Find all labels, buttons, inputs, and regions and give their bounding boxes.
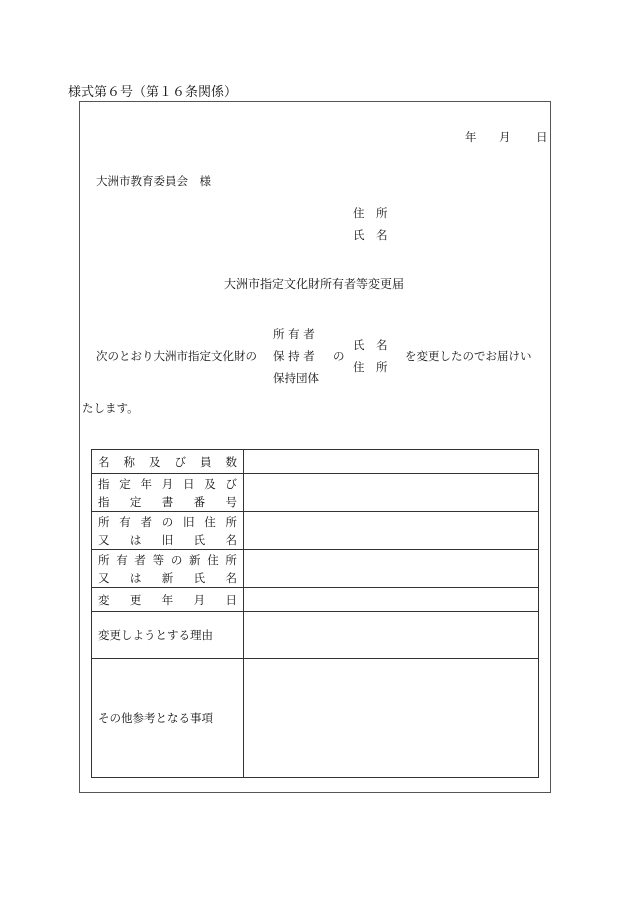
details-table	[91, 449, 539, 778]
label-line: 変更しようとする理由	[98, 628, 213, 642]
value-cell[interactable]	[244, 450, 539, 474]
value-cell[interactable]	[244, 474, 539, 512]
row-label	[92, 588, 244, 612]
label-line: その他参考となる事項	[98, 711, 213, 725]
form-number: 様式第６号（第１６条関係）	[68, 85, 238, 100]
row-label	[92, 550, 244, 588]
date-year-label: 年	[465, 130, 477, 144]
label-line: 指 定 年 月 日 及 び	[98, 476, 237, 491]
label-line: 名 称 及 び 員 数	[98, 454, 237, 469]
role-owner: 所 有 者	[273, 327, 315, 341]
body-continuation: たします。	[82, 401, 139, 415]
addressee: 大洲市教育委員会 様	[96, 174, 211, 188]
value-cell[interactable]	[244, 512, 539, 550]
table-row	[92, 588, 539, 612]
applicant-address-label: 住 所	[353, 206, 388, 220]
date-month-label: 月	[499, 130, 511, 144]
row-label	[92, 659, 244, 778]
label-line: 又 は 新 氏 名	[98, 570, 237, 585]
body-lead: 次のとおり大洲市指定文化財の	[96, 349, 257, 363]
table-row	[92, 612, 539, 659]
table-row	[92, 659, 539, 778]
table-row	[92, 512, 539, 550]
table-row	[92, 450, 539, 474]
value-cell[interactable]	[244, 588, 539, 612]
label-line: 所 有 者 等 の 新 住 所	[98, 552, 237, 567]
item-name: 氏 名	[353, 338, 388, 352]
value-cell[interactable]	[244, 659, 539, 778]
label-line: 又 は 旧 氏 名	[98, 532, 237, 547]
table-row	[92, 474, 539, 512]
date-day-label: 日	[536, 130, 548, 144]
body-particle: の	[333, 349, 345, 363]
row-label	[92, 474, 244, 512]
value-cell[interactable]	[244, 550, 539, 588]
row-label	[92, 612, 244, 659]
label-line: 変 更 年 月 日	[98, 592, 237, 607]
body-tail: を変更したのでお届けい	[405, 349, 532, 363]
role-holder: 保 持 者	[273, 349, 315, 363]
label-line: 指 定 書 番 号	[98, 494, 237, 509]
row-label	[92, 450, 244, 474]
value-cell[interactable]	[244, 612, 539, 659]
item-address: 住 所	[353, 360, 388, 374]
applicant-name-label: 氏 名	[353, 228, 388, 242]
document-title: 大洲市指定文化財所有者等変更届	[224, 277, 405, 291]
label-line: 所 有 者 の 旧 住 所	[98, 514, 237, 529]
table-row	[92, 550, 539, 588]
role-holding-group: 保持団体	[273, 371, 319, 385]
row-label	[92, 512, 244, 550]
